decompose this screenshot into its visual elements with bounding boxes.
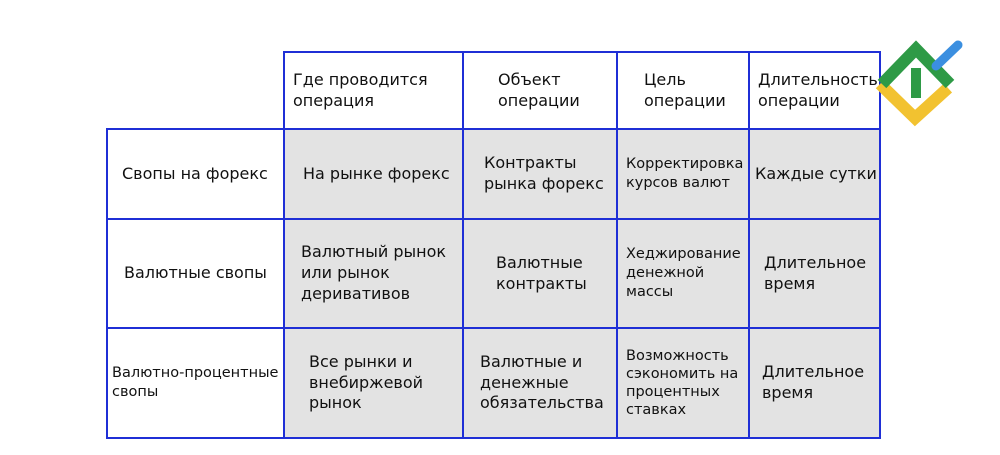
cell-text-line: денежные	[480, 372, 569, 392]
table-cell	[462, 327, 618, 439]
cell-text-line: Все рынки и	[309, 351, 413, 371]
row-label-currency-swaps	[106, 218, 285, 329]
header-text-line: Где проводится	[293, 69, 428, 89]
cell-text-line: ставках	[626, 402, 687, 419]
cell-text-line: Валютные и	[480, 351, 583, 371]
cell-text-line: Валютный рынок	[301, 242, 447, 262]
logo-blue-bar	[936, 45, 958, 66]
table-cell	[462, 218, 618, 329]
header-location	[283, 51, 464, 130]
cell-text-line: внебиржевой	[309, 372, 424, 392]
header-text-line: Длительность	[758, 69, 878, 89]
cell-text-line: Длительное	[762, 362, 865, 382]
cell-text-line: курсов валют	[626, 175, 730, 191]
cell-text-line: Хеджирование	[626, 246, 741, 263]
cell-text-line: Возможность	[626, 347, 729, 364]
table-cell	[616, 218, 750, 329]
cell-text-line: рынок	[309, 393, 362, 413]
header-object	[462, 51, 618, 130]
table-cell	[283, 327, 464, 439]
cell-text-line: массы	[626, 283, 674, 300]
cell-text-line: Каждые сутки	[755, 163, 877, 183]
header-text-line: операции	[498, 90, 580, 110]
cell-text-line: Контракты	[484, 153, 577, 173]
row-label-text: Свопы на форекс	[122, 163, 268, 183]
cell-text-line: деривативов	[301, 283, 411, 303]
header-text-line: операции	[758, 90, 840, 110]
cell-text-line: Корректировка	[626, 156, 744, 173]
table-cell	[616, 327, 750, 439]
header-duration	[748, 51, 881, 130]
brand-logo-icon	[870, 36, 965, 131]
table-cell	[462, 128, 618, 220]
table-cell	[283, 218, 464, 329]
header-text-line: Объект	[498, 69, 561, 89]
cell-text-line: сэкономить на	[626, 365, 739, 382]
cell-text-line: время	[764, 273, 816, 293]
cell-text-line: или рынок	[301, 263, 390, 283]
table-cell	[283, 128, 464, 220]
row-label-text: свопы	[112, 384, 159, 400]
row-label-cross-currency-swaps	[106, 327, 285, 439]
cell-text-line: время	[762, 383, 814, 402]
header-text-line: операции	[644, 90, 726, 110]
cell-text-line: На рынке форекс	[303, 163, 450, 183]
row-label-forex-swaps	[106, 128, 285, 220]
header-text-line: операция	[293, 90, 374, 110]
header-text-line: Цель	[644, 69, 686, 89]
cell-text-line: процентных	[626, 384, 720, 400]
cell-text-line: Валютные	[496, 252, 583, 272]
table-cell	[748, 218, 881, 329]
cell-text-line: контракты	[496, 273, 587, 293]
table-cell	[616, 128, 750, 220]
table-cell	[748, 128, 881, 220]
row-label-text: Валютные свопы	[124, 263, 267, 283]
row-label-text: Валютно-процентные	[112, 365, 279, 382]
cell-text-line: денежной	[626, 265, 705, 282]
header-goal	[616, 51, 750, 130]
cell-text-line: Длительное	[764, 252, 867, 272]
cell-text-line: рынка форекс	[484, 174, 604, 193]
cell-text-line: обязательства	[480, 393, 604, 413]
table-cell	[748, 327, 881, 439]
